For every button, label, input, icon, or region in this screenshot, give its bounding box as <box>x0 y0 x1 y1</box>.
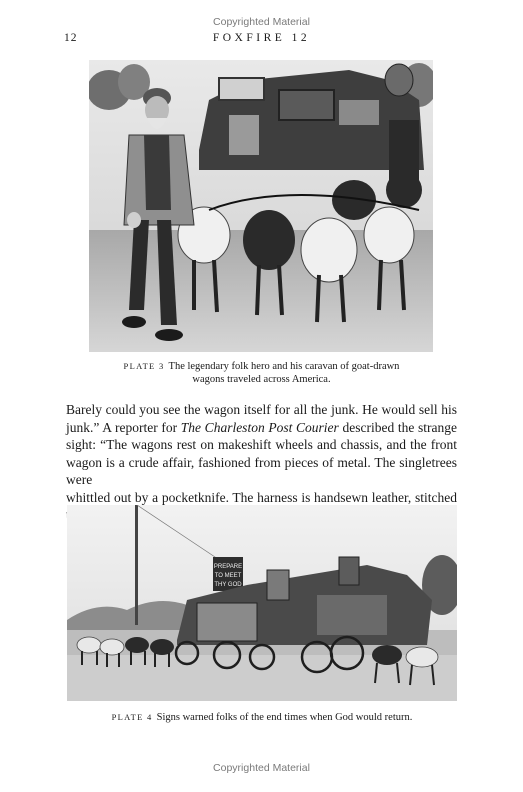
body-line-2 <box>66 419 457 437</box>
copyright-notice-bottom: Copyrighted Material <box>213 762 310 774</box>
body-line-2-end: described the strange <box>338 419 458 435</box>
plate-4-photo <box>67 505 457 701</box>
plate-3-caption-line-1: The legendary folk hero and his caravan of goat-drawn <box>168 361 400 372</box>
copyright-notice-top: Copyrighted Material <box>213 16 310 28</box>
body-line-1: Barely could you see the wagon itself for all the junk. He would sell his <box>66 402 457 417</box>
svg-text:TO MEET: TO MEET <box>214 573 242 579</box>
plate-3-caption <box>110 360 413 386</box>
plate-4-caption-text: Signs warned folks of the end times when God would return. <box>156 712 413 723</box>
plate-3-photo <box>89 60 433 352</box>
plate-3-caption-line-2: wagons traveled across America. <box>192 374 331 385</box>
body-line-5: whittled out by a pocketknife. The harness is handsewn leather, stitched <box>66 489 457 505</box>
plate-4-caption <box>67 711 457 724</box>
running-head: FOXFIRE 12 <box>212 32 311 44</box>
svg-text:PREPARE: PREPARE <box>213 564 243 570</box>
body-line-2-start: junk.” A reporter for <box>66 419 181 435</box>
body-line-4: wagon is a crude affair, fashioned from pieces of metal. The singletrees were <box>66 454 457 487</box>
body-line-3: sight: “The wagons rest on makeshift wheels and chassis, and the front <box>66 437 457 452</box>
plate-3-label: PLATE 3 <box>123 361 165 371</box>
newspaper-title: The Charleston Post Courier <box>180 419 339 435</box>
plate-4-label: PLATE 4 <box>111 712 153 722</box>
page-number: 12 <box>64 32 78 44</box>
svg-text:THY GOD: THY GOD <box>214 582 242 588</box>
